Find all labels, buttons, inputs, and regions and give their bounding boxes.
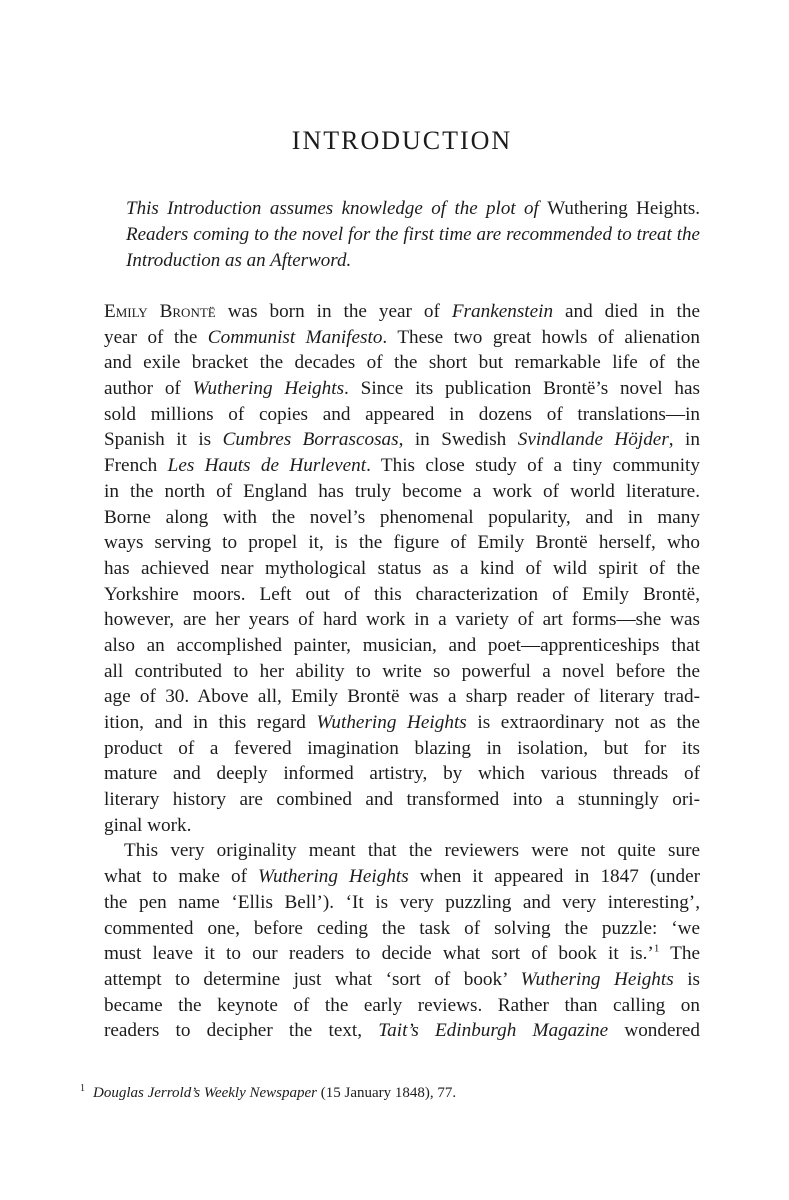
- text-line: sold millions of copies and appeared in dozens of translations—in: [104, 403, 700, 425]
- book-title: Communist Manifesto: [207, 326, 383, 348]
- text-line: has achieved near mythological status as a kind of wild spirit of the: [104, 557, 700, 579]
- epigraph-text: This Introduction assumes knowledge of the plot of: [126, 198, 539, 219]
- text-line: age of 30. Above all, Emily Brontë was a sharp reader of literary trad-: [104, 686, 700, 708]
- text-line: and exile bracket the decades of the short but remarkable life of the: [104, 352, 700, 374]
- text-line: must leave it to our readers to decide what sort of book it is.’$^1$ The: [104, 942, 700, 965]
- book-title: Cumbres Borrascosas: [222, 429, 399, 451]
- text-line: all contributed to her ability to write so powerful a novel before the: [104, 660, 700, 682]
- author-name: Emily Brontë: [104, 301, 216, 322]
- text-line: attempt to determine just what ‘sort of book’ Wuthering Heights is: [104, 968, 700, 990]
- epigraph-text: Readers coming to the novel for the first time are recommended to treat the Introduction as an Afterword.: [126, 224, 700, 271]
- text-line: became the keynote of the early reviews. Rather than calling on: [104, 994, 700, 1016]
- text-line: ition, and in this regard Wuthering Heights is extraordinary not as the: [104, 712, 700, 733]
- book-title: Wuthering Heights: [520, 968, 674, 990]
- text-line: also an accomplished painter, musician, and poet—apprenticeships that: [104, 634, 700, 656]
- footnote-detail: (15 January 1848), 77.: [317, 1085, 457, 1101]
- footnote: [80, 1083, 580, 1103]
- book-title: Frankenstein: [451, 301, 554, 322]
- epigraph-title-ref: Heights.: [636, 198, 701, 219]
- text-line: ways serving to propel it, is the figure of Emily Brontë herself, who: [104, 532, 700, 554]
- text-line: what to make of Wuthering Heights when it appeared in 1847 (under: [104, 866, 700, 888]
- text-line: literary history are combined and transformed into a stunningly ori-: [104, 789, 700, 811]
- epigraph-title-ref: Wuthering: [547, 198, 628, 219]
- book-page: [104, 0, 700, 1200]
- book-title: Svindlande Höjder: [517, 429, 669, 451]
- text-line: Spanish it is Cumbres Borrascosas, in Swedish Svindlande Höjder, in: [104, 429, 700, 451]
- footnote-marker: 1: [653, 942, 660, 955]
- text-line: Emily Brontë was born in the year of Frankenstein and died in the: [104, 301, 700, 322]
- text-line: product of a fevered imagination blazing in isolation, but for its: [104, 737, 700, 759]
- text-line: author of Wuthering Heights. Since its publication Brontë’s novel has: [104, 378, 700, 400]
- text-line: year of the Communist Manifesto. These two great howls of alienation: [104, 326, 700, 348]
- text-line: Yorkshire moors. Left out of this characterization of Emily Brontë,: [104, 583, 700, 605]
- footnote-source: Douglas Jerrold’s Weekly Newspaper: [93, 1085, 318, 1101]
- book-title: Wuthering Heights: [192, 378, 345, 400]
- text-line: mature and deeply informed artistry, by which various threads of: [104, 763, 700, 785]
- text-line: readers to decipher the text, Tait’s Edinburgh Magazine wondered: [104, 1020, 700, 1042]
- book-title: Tait’s Edinburgh Magazine: [378, 1020, 609, 1042]
- text-line: French Les Hauts de Hurlevent. This close study of a tiny community: [104, 455, 700, 477]
- book-title: Wuthering Heights: [316, 712, 467, 733]
- text-line: the pen name ‘Ellis Bell’). ‘It is very puzzling and very interesting’,: [104, 891, 700, 913]
- body-text: [104, 299, 700, 1044]
- footnote-number: 1: [80, 1083, 85, 1094]
- epigraph-note: [126, 196, 700, 274]
- text-line: in the north of England has truly become a work of world literature.: [104, 480, 700, 502]
- text-line: commented one, before ceding the task of solving the puzzle: ‘we: [104, 917, 700, 939]
- text-line: ginal work.: [104, 814, 192, 836]
- text-line: however, are her years of hard work in a variety of art forms—she was: [104, 609, 700, 631]
- book-title: Les Hauts de Hurlevent: [167, 455, 367, 477]
- text-line: Borne along with the novel’s phenomenal popularity, and in many: [104, 506, 700, 528]
- page-title: INTRODUCTION: [291, 126, 513, 155]
- text-line: This very originality meant that the reviewers were not quite sure: [124, 840, 700, 862]
- book-title: Wuthering Heights: [258, 866, 409, 888]
